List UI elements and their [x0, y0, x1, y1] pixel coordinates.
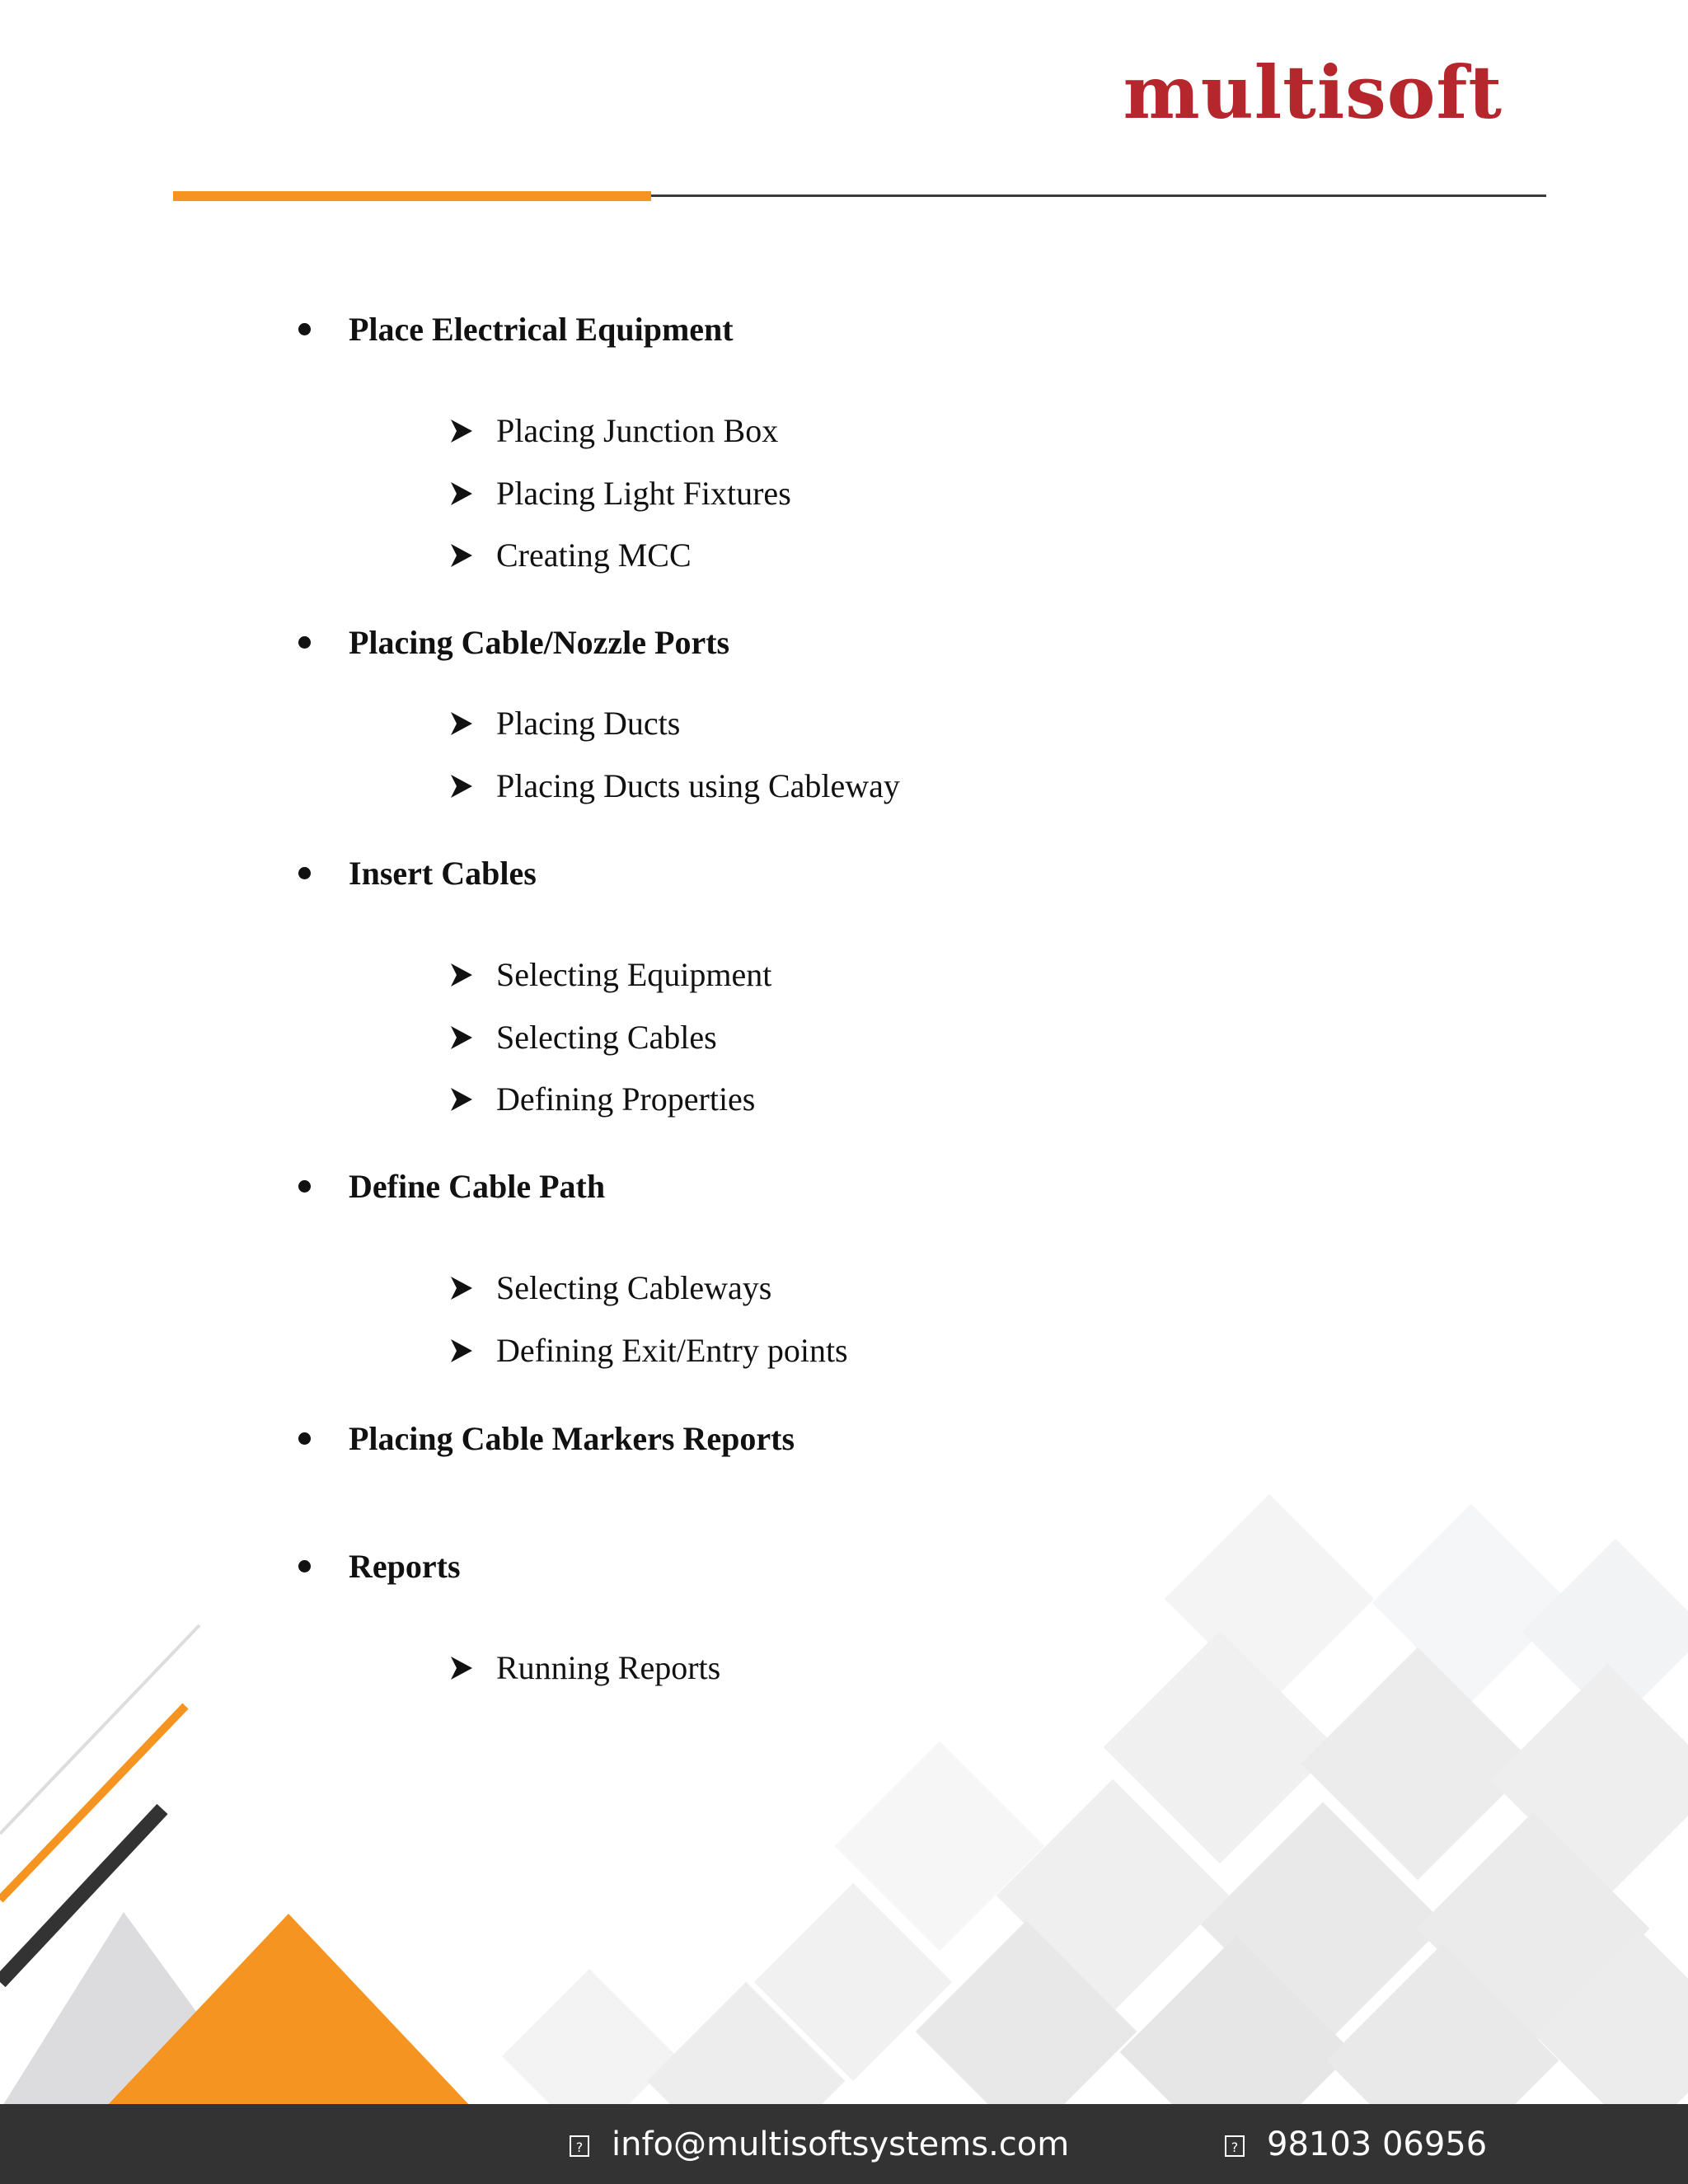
- list-item: [0, 477, 1688, 518]
- svg-text:?: ?: [575, 2139, 584, 2155]
- phone-icon: [1224, 2135, 1245, 2157]
- list-item: [0, 1021, 1688, 1062]
- section-title: Place Electrical Equipment: [349, 311, 734, 348]
- section-title: Placing Cable Markers Reports: [349, 1420, 795, 1457]
- list-item-text: Creating MCC: [496, 537, 692, 574]
- list-item: [0, 1649, 1688, 1693]
- footer-phone[interactable]: [1224, 2125, 1487, 2163]
- list-item-text: Selecting Cables: [496, 1019, 717, 1056]
- bullet-icon: [298, 323, 311, 335]
- list-item: [0, 1269, 1688, 1313]
- arrowhead-bullet-icon: [449, 773, 474, 799]
- section-title: Reports: [349, 1548, 461, 1585]
- arrowhead-bullet-icon: [449, 542, 474, 569]
- list-item-text: Selecting Cableways: [496, 1269, 772, 1306]
- section-title: Placing Cable/Nozzle Ports: [349, 624, 730, 661]
- list-item-text: Placing Junction Box: [496, 412, 779, 449]
- phone-text[interactable]: 98103 06956: [1267, 2125, 1488, 2163]
- bullet-icon: [298, 1180, 311, 1193]
- list-item-text: Selecting Equipment: [496, 956, 772, 993]
- arrowhead-bullet-icon: [449, 710, 474, 737]
- list-item-text: Placing Ducts using Cableway: [496, 767, 900, 804]
- arrowhead-bullet-icon: [449, 1086, 474, 1113]
- list-item-text: Defining Exit/Entry points: [496, 1332, 848, 1369]
- diamond-pattern: [502, 1494, 1688, 2180]
- section-title: Define Cable Path: [349, 1168, 606, 1205]
- bullet-icon: [298, 1432, 311, 1445]
- bullet-icon: [298, 867, 311, 879]
- footer-email[interactable]: [569, 2125, 1069, 2163]
- list-item: [0, 707, 1688, 748]
- list-item: [0, 1334, 1688, 1376]
- arrowhead-bullet-icon: [449, 1024, 474, 1051]
- multisoft-logo: multisoft: [1123, 49, 1503, 135]
- arrowhead-bullet-icon: [449, 480, 474, 507]
- list-item-text: Placing Ducts: [496, 705, 681, 742]
- list-item: [0, 1080, 1688, 1124]
- arrowhead-bullet-icon: [449, 962, 474, 988]
- section-title: Insert Cables: [349, 855, 537, 892]
- list-item-text: Defining Properties: [496, 1080, 756, 1118]
- svg-text:?: ?: [1231, 2139, 1239, 2155]
- email-text[interactable]: info@multisoftsystems.com: [612, 2125, 1070, 2163]
- list-item: [0, 767, 1688, 811]
- list-item-text: Placing Light Fixtures: [496, 475, 791, 512]
- list-item-text: Running Reports: [496, 1649, 721, 1686]
- arrowhead-bullet-icon: [449, 418, 474, 444]
- list-item: [0, 958, 1688, 1000]
- list-item: [0, 412, 1688, 456]
- arrowhead-bullet-icon: [449, 1338, 474, 1364]
- arrowhead-bullet-icon: [449, 1655, 474, 1681]
- bullet-icon: [298, 636, 311, 649]
- mail-icon: [569, 2135, 590, 2157]
- contact-footer: [0, 2104, 1688, 2184]
- arrowhead-bullet-icon: [449, 1275, 474, 1301]
- bullet-icon: [298, 1560, 311, 1572]
- list-item: [0, 539, 1688, 580]
- header-rule-accent: [173, 191, 651, 201]
